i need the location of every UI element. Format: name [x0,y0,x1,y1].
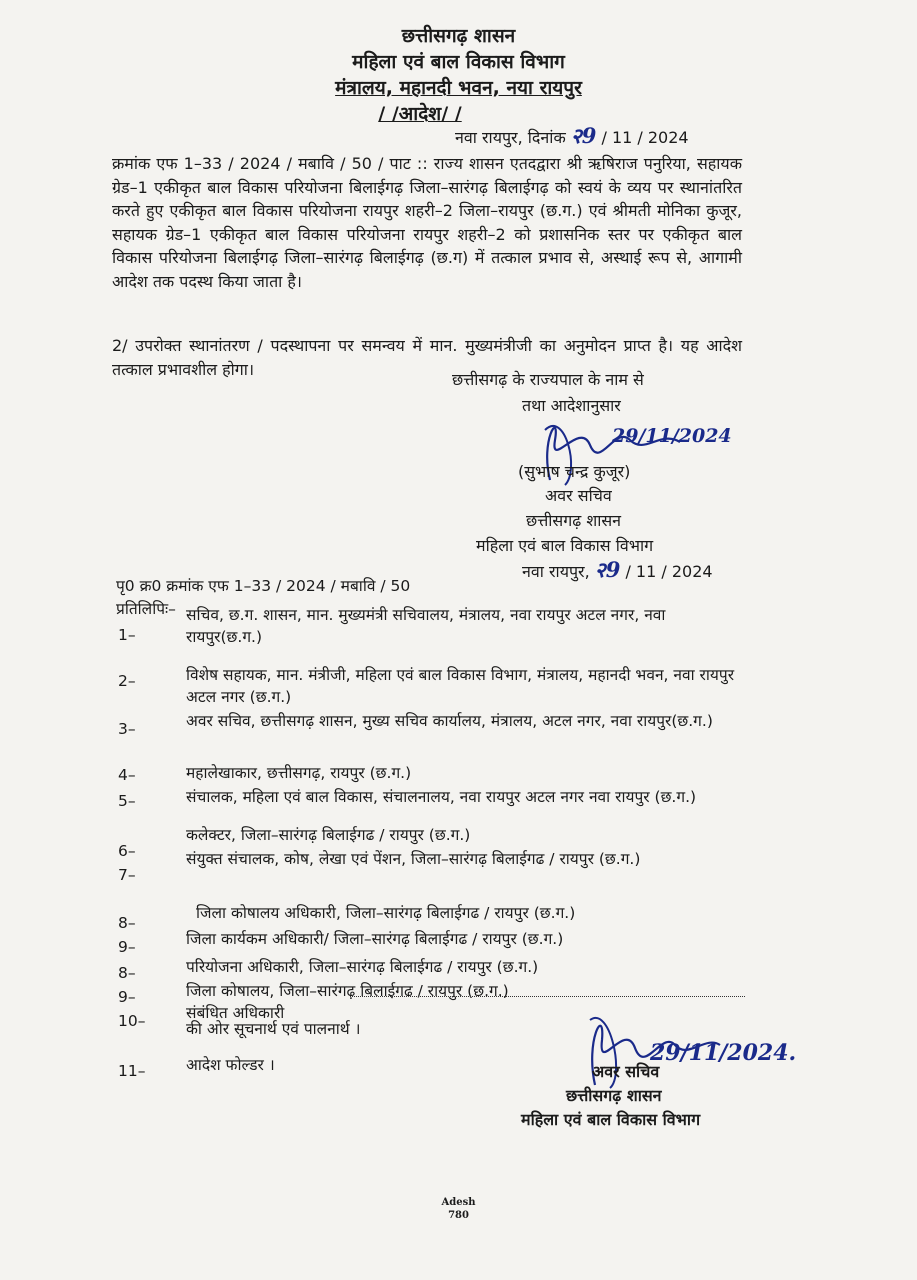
list-item-text: जिला कार्यकम अधिकारी/ जिला–सारंगढ़ बिलाईगढ / रायपुर (छ.ग.) [186,930,564,948]
list-item-number: 8– [118,964,136,982]
list-item-text: महालेखाकार, छत्तीसगढ़, रायपुर (छ.ग.) [186,764,412,782]
list-item-number: 9– [118,988,136,1006]
signatory-2-designation: अवर सचिव [592,1062,660,1081]
copy-date [522,556,713,584]
signature-1-date: 29/11/2024 [612,425,732,447]
date-rest: / 11 / 2024 [601,128,689,147]
list-item-text: संबंधित अधिकारी [186,1004,285,1022]
list-item-text: कलेक्टर, जिला–सारंगढ़ बिलाईगढ / रायपुर (छ.ग.) [186,826,471,844]
list-item-text: सचिव, छ.ग. शासन, मान. मुख्यमंत्री सचिवालय, मंत्रालय, नवा रायपुर अटल नगर, नवा रायपुर(छ.ग.) [186,606,666,646]
list-item-number: 10– [118,1012,146,1030]
copy-date-day-handwritten: २9 [594,557,621,582]
signatory-govt: छत्तीसगढ़ शासन [526,511,622,530]
signatory-2-dept: महिला एवं बाल विकास विभाग [521,1110,701,1129]
list-item-number: 7– [118,866,136,884]
governor-authority: छत्तीसगढ़ के राज्यपाल के नाम से [452,370,644,389]
signatory-2-govt: छत्तीसगढ़ शासन [566,1086,662,1105]
copy-reference: पृ0 क्र0 क्रमांक एफ 1–33 / 2024 / मबावि / 50 [116,577,411,595]
signatory-name: (सुभाष चन्द्र कुजूर) [518,462,631,481]
list-item-text: आदेश फोल्डर । [186,1056,275,1074]
department-name: महिला एवं बाल विकास विभाग [352,51,565,73]
footer-line-2: 780 [448,1210,469,1221]
order-date [455,122,689,150]
list-item-number: 3– [118,720,136,738]
list-item-number: 1– [118,626,136,644]
footer-label [0,1196,917,1222]
list-item-number: 6– [118,842,136,860]
list-item-text: विशेष सहायक, मान. मंत्रीजी, महिला एवं बाल विकास विभाग, मंत्रालय, महानदी भवन, नवा रायपुर अटल नगर (छ.ग.) [186,666,735,706]
office-address: मंत्रालय, महानदी भवन, नया रायपुर [335,77,582,99]
list-item-text: अवर सचिव, छत्तीसगढ़ शासन, मुख्य सचिव कार्यालय, मंत्रालय, अटल नगर, नवा रायपुर(छ.ग.) [186,712,713,730]
signatory-designation: अवर सचिव [545,486,612,505]
footer-line-1: Adesh [441,1197,476,1208]
signature-2-date: 29/11/2024. [650,1040,797,1066]
date-day-handwritten: २9 [570,123,597,148]
list-item-number: 5– [118,792,136,810]
dotted-divider [350,996,745,997]
order-title: / /आदेश/ / [378,103,462,125]
copy-date-rest: / 11 / 2024 [625,562,713,581]
govt-name: छत्तीसगढ़ शासन [401,25,516,47]
list-item-text: जिला कोषालय अधिकारी, जिला–सारंगढ़ बिलाईगढ / रायपुर (छ.ग.) [196,904,576,922]
list-item-text: की ओर सूचनार्थ एवं पालनार्थ । [186,1020,361,1038]
date-prefix: नवा रायपुर, दिनांक [455,128,566,147]
list-item-text: संयुक्त संचालक, कोष, लेखा एवं पेंशन, जिला–सारंगढ़ बिलाईगढ / रायपुर (छ.ग.) [186,850,641,868]
list-item-text: परियोजना अधिकारी, जिला–सारंगढ़ बिलाईगढ / रायपुर (छ.ग.) [186,958,539,976]
list-item-number: 8– [118,914,136,932]
order-paragraph-2: 2/ उपरोक्त स्थानांतरण / पदस्थापना पर समन्वय में मान. मुख्यमंत्रीजी का अनुमोदन प्राप्त है। यह आदेश तत्काल प्रभावशील होगा। [112,336,742,379]
copy-date-prefix: नवा रायपुर, [522,562,590,581]
list-item-number: 9– [118,938,136,956]
signatory-dept: महिला एवं बाल विकास विभाग [476,536,654,555]
list-item-number: 11– [118,1062,146,1080]
list-item-number: 4– [118,766,136,784]
list-item-number: 2– [118,672,136,690]
copy-label: प्रतिलिपिः– [116,600,176,618]
order-paragraph-1: क्रमांक एफ 1–33 / 2024 / मबावि / 50 / पाट :: राज्य शासन एतदद्वारा श्री ऋषिराज पनुरिया, सहायक ग्रेड–1 एकीकृत बाल विकास परियोजना बिलाईगढ़ जिला–सारंगढ़ बिलाईगढ़ को स्वयं के व्यय पर स्थानांतरित करते हुए एकीकृत बाल विकास परियोजना रायपुर शहरी–2 जिला–रायपुर (छ.ग.) एवं श्रीमती मोनिका कुजूर, सहायक ग्रेड–1 एकीकृत बाल विकास परियोजना रायपुर शहरी–2 को प्रशासनिक स्तर पर एकीकृत बाल विकास परियोजना बिलाईगढ़ जिला–सारंगढ़ बिलाईगढ़ (छ.ग) में तत्काल प्रभाव से, अस्थाई रूप से, आगामी आदेश तक पदस्थ किया जाता है। [112,154,742,291]
by-order: तथा आदेशानुसार [522,396,621,415]
list-item-text: जिला कोषालय, जिला–सारंगढ़ बिलाईगढ / रायपुर (छ.ग.) [186,982,509,1000]
list-item-text: संचालक, महिला एवं बाल विकास, संचालनालय, नवा रायपुर अटल नगर नवा रायपुर (छ.ग.) [186,788,697,806]
